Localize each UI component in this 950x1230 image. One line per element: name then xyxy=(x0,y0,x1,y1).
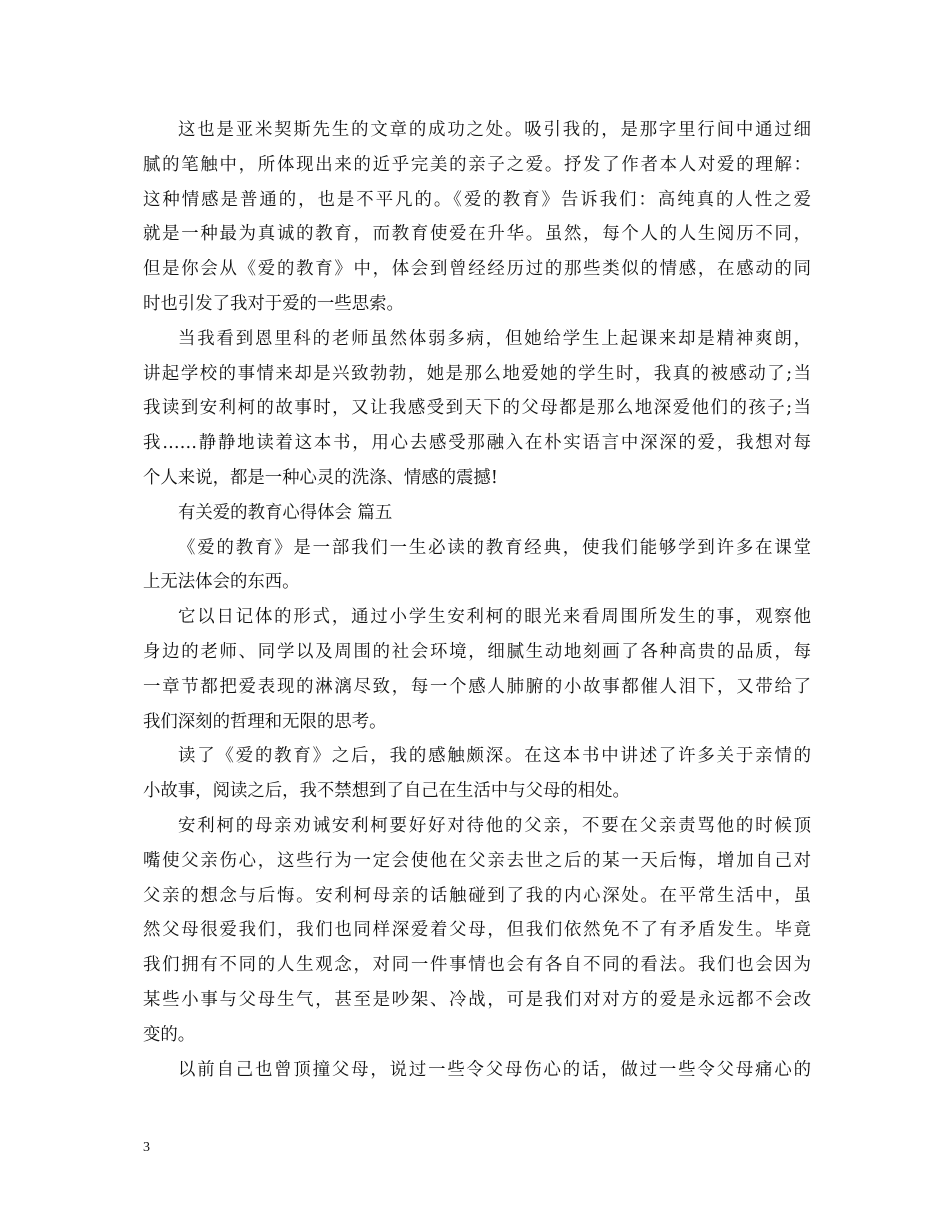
text-line: 这种情感是普通的，也是不平凡的。《爱的教育》告诉我们：高纯真的人性之爱 xyxy=(143,189,811,210)
text-line: 腻的笔触中，所体现出来的近乎完美的亲子之爱。抒发了作者本人对爱的理解： xyxy=(143,154,811,175)
text-line: 我们深刻的哲理和无限的思考。 xyxy=(143,711,387,732)
text-line: 就是一种最为真诚的教育，而教育使爱在升华。虽然，每个人的人生阅历不同， xyxy=(143,224,811,245)
text-line: 读了《爱的教育》之后，我的感触颇深。在这本书中讲述了许多关于亲情的 xyxy=(178,746,811,767)
section-heading: 有关爱的教育心得体会 篇五 xyxy=(178,502,393,523)
text-line: 以前自己也曾顶撞父母，说过一些令父母伤心的话，做过一些令父母痛心的 xyxy=(178,1059,811,1080)
text-line: 这也是亚米契斯先生的文章的成功之处。吸引我的，是那字里行间中通过细 xyxy=(178,120,811,140)
text-line: 安利柯的母亲劝诫安利柯要好好对待他的父亲，不要在父亲责骂他的时候顶 xyxy=(178,815,811,836)
document-body xyxy=(143,113,811,1087)
text-line: 一章节都把爱表现的淋漓尽致，每一个感人肺腑的小故事都催人泪下，又带给了 xyxy=(143,676,811,697)
text-line: 上无法体会的东西。 xyxy=(143,572,300,593)
text-line: 嘴使父亲伤心，这些行为一定会使他在父亲去世之后的某一天后悔，增加自己对 xyxy=(143,850,811,871)
text-line: 变的。 xyxy=(143,1024,196,1045)
text-line: 《爱的教育》是一部我们一生必读的教育经典，使我们能够学到许多在课堂 xyxy=(178,537,811,558)
text-line: 某些小事与父母生气，甚至是吵架、冷战，可是我们对对方的爱是永远都不会改 xyxy=(143,989,811,1010)
text-line: 我……静静地读着这本书，用心去感受那融入在朴实语言中深深的爱，我想对每 xyxy=(143,433,811,454)
text-line: 小故事，阅读之后，我不禁想到了自己在生活中与父母的相处。 xyxy=(143,781,630,802)
text-line: 个人来说，都是一种心灵的洗涤、情感的震撼! xyxy=(143,467,498,488)
text-line: 但是你会从《爱的教育》中，体会到曾经经历过的那些类似的情感，在感动的同 xyxy=(143,259,811,280)
text-line: 身边的老师、同学以及周围的社会环境，细腻生动地刻画了各种高贵的品质，每 xyxy=(143,641,811,662)
page-number: 3 xyxy=(143,1140,150,1155)
text-line: 我读到安利柯的故事时，又让我感受到天下的父母都是那么地深爱他们的孩子;当 xyxy=(143,398,811,419)
text-line: 它以日记体的形式，通过小学生安利柯的眼光来看周围所发生的事，观察他 xyxy=(178,607,811,628)
text-line: 讲起学校的事情来却是兴致勃勃，她是那么地爱她的学生时，我真的被感动了;当 xyxy=(143,363,811,384)
text-line: 父亲的想念与后悔。安利柯母亲的话触碰到了我的内心深处。在平常生活中，虽 xyxy=(143,885,811,906)
text-line: 时也引发了我对于爱的一些思索。 xyxy=(143,293,404,314)
text-line: 我们拥有不同的人生观念，对同一件事情也会有各自不同的看法。我们也会因为 xyxy=(143,955,811,976)
text-line: 然父母很爱我们，我们也同样深爱着父母，但我们依然免不了有矛盾发生。毕竟 xyxy=(143,920,811,941)
text-line: 当我看到恩里科的老师虽然体弱多病，但她给学生上起课来却是精神爽朗， xyxy=(178,328,811,349)
